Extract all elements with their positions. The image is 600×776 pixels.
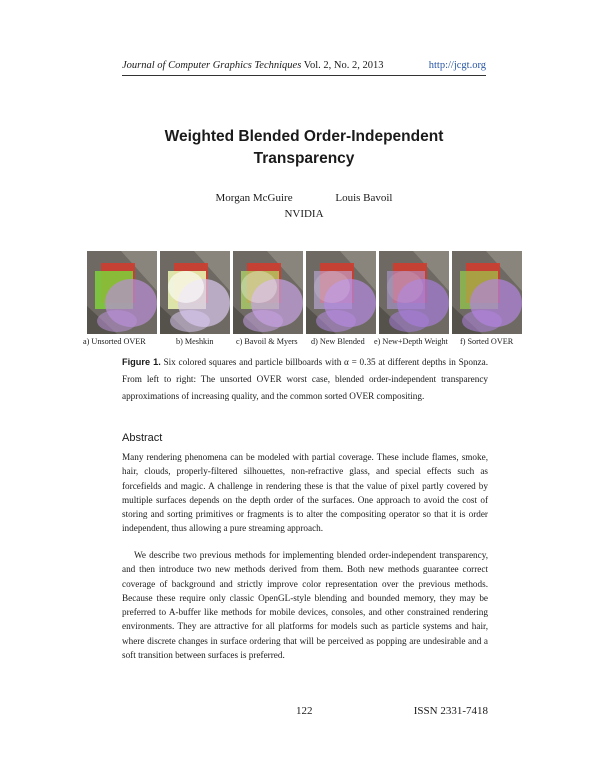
- journal-name: Journal of Computer Graphics Techniques: [122, 60, 302, 71]
- abstract-paragraph-2: We describe two previous methods for implementing blended order-independent transparency, and then introduce two new methods derived from them. Both new methods guarantee correct coverage of background and strictly improve color representation over the previous methods. Because these require only classic OpenGL-style blending and bounded memory, they may be preferred to A-buffer like methods for mobile devices, consoles, and other constrained rendering environments. They are attractive for all platforms for models such as particle systems and hair, where discrete changes in surface ordering that will be perceived as popping are undesirable and a soft transition between surfaces is preferred.: [122, 550, 488, 661]
- figure-caption: [122, 354, 488, 405]
- affiliation: NVIDIA: [284, 208, 324, 220]
- render-image: [87, 251, 157, 334]
- render-image: [160, 251, 230, 334]
- authors: [122, 192, 486, 204]
- particle-cloud: [170, 310, 210, 332]
- running-header: [122, 59, 486, 76]
- figure-panel-meshkin: [160, 251, 230, 334]
- figure-1: [83, 251, 517, 347]
- figure-panel-sorted-over: [452, 251, 522, 334]
- figure-panel-unsorted-over: [87, 251, 157, 334]
- journal-volume: Vol. 2, No. 2, 2013: [301, 60, 384, 71]
- panel-label: a) Unsorted OVER: [83, 337, 146, 346]
- panel-label: e) New+Depth Weight: [374, 337, 448, 346]
- figure-panel-bavoil-myers: [233, 251, 303, 334]
- particle-cloud: [243, 310, 283, 332]
- title-line-1: Weighted Blended Order-Independent: [164, 128, 444, 145]
- figure-caption-text: Six colored squares and particle billboards with α = 0.35 at different depths in Sponza. From left to right: The unsorted OVER worst case, blended order-independent transparency approximations of increasing quality, and the common sorted OVER compositing.: [122, 357, 488, 401]
- render-image: [306, 251, 376, 334]
- highlight: [241, 271, 277, 303]
- author-name: Louis Bavoil: [335, 192, 393, 204]
- issn: ISSN 2331-7418: [413, 705, 488, 717]
- particle-cloud: [462, 310, 502, 332]
- panel-label: b) Meshkin: [176, 337, 214, 346]
- render-image: [379, 251, 449, 334]
- particle-cloud: [97, 310, 137, 332]
- author-name: Morgan McGuire: [215, 192, 293, 204]
- render-image: [452, 251, 522, 334]
- paper-title: [122, 126, 486, 170]
- title-line-2: Transparency: [253, 150, 355, 167]
- abstract-heading: Abstract: [122, 432, 163, 444]
- highlight: [314, 271, 350, 303]
- abstract-paragraph-1: Many rendering phenomena can be modeled with partial coverage. These include flames, smoke, hair, clouds, properly-filtered silhouettes, non-refractive glass, and special effects such as forcefields and magic. A challenge in rendering these is that the value of pixel partly covered by multiple surfaces depends on the depth order of the surfaces. One approach to avoid the cost of storing and sorting primitives or fragments is to alter the compositing operator so that it is order independent, thus allowing a pure streaming approach.: [122, 452, 488, 534]
- particle-cloud: [389, 310, 429, 332]
- figure-caption-label: Figure 1.: [122, 357, 161, 367]
- particle-cloud: [316, 310, 356, 332]
- render-image: [233, 251, 303, 334]
- highlight: [168, 271, 204, 303]
- figure-panel-new-depth-weight: [379, 251, 449, 334]
- panel-label: d) New Blended: [311, 337, 365, 346]
- panel-label: f) Sorted OVER: [460, 337, 514, 346]
- highlight: [387, 271, 423, 303]
- journal-info: [122, 60, 383, 71]
- page-number: 122: [296, 705, 313, 717]
- panel-label: c) Bavoil & Myers: [236, 337, 298, 346]
- journal-url-link[interactable]: http://jcgt.org: [428, 60, 486, 71]
- figure-panel-new-blended: [306, 251, 376, 334]
